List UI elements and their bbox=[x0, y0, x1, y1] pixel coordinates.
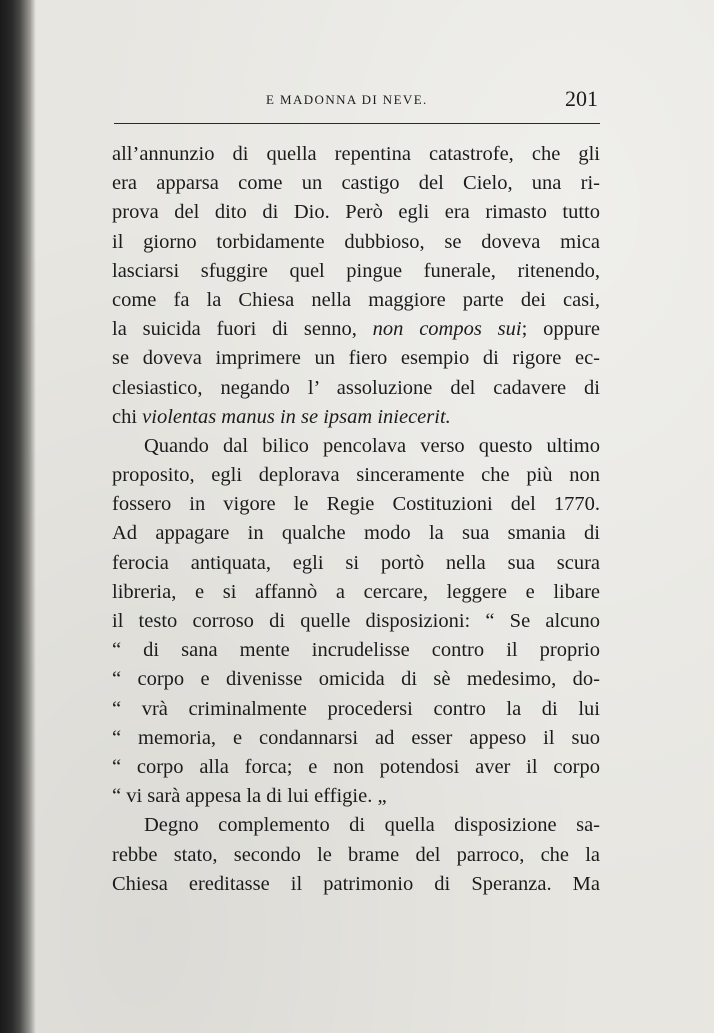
text-line: se doveva imprimere un fiero esempio di rigore ec- bbox=[112, 347, 600, 370]
text-line: clesiastico, negando l’ assoluzione del cadavere di bbox=[112, 376, 600, 399]
body-text bbox=[112, 140, 600, 899]
text-line: lasciarsi sfuggire quel pingue funerale, ritenendo, bbox=[112, 259, 600, 282]
binding-shadow bbox=[0, 0, 36, 1033]
text-line: Chiesa ereditasse il patrimonio di Speranza. Ma bbox=[112, 872, 600, 895]
text-line: il testo corroso di quelle disposizioni: “ Se alcuno bbox=[112, 610, 600, 632]
text-line: ferocia antiquata, egli si portò nella sua scura bbox=[112, 551, 600, 574]
text-line: rebbe stato, secondo le brame del parroco, che la bbox=[112, 843, 600, 866]
text-line: Degno complemento di quella disposizione sa- bbox=[144, 814, 600, 837]
text-line: era apparsa come un castigo del Cielo, una ri- bbox=[112, 172, 600, 195]
text-line: chi violentas manus in se ipsam iniecerit. bbox=[112, 405, 451, 428]
text-line: la suicida fuori di senno, non compos sui; oppure bbox=[112, 318, 600, 341]
running-header bbox=[114, 88, 600, 114]
text-line: “ vi sarà appesa la di lui effigie. „ bbox=[112, 785, 387, 808]
text-line: all’annunzio di quella repentina catastrofe, che gli bbox=[112, 143, 600, 165]
text-line: Ad appagare in qualche modo la sua smania di bbox=[112, 522, 600, 545]
text-line: Quando dal bilico pencolava verso questo ultimo bbox=[144, 434, 600, 457]
text-line: come fa la Chiesa nella maggiore parte dei casi, bbox=[112, 288, 600, 311]
text-line: “ corpo alla forca; e non potendosi aver il corpo bbox=[112, 755, 600, 778]
text-line: “ memoria, e condannarsi ad esser appeso il suo bbox=[112, 726, 600, 749]
running-title: E MADONNA DI NEVE. bbox=[266, 92, 428, 107]
latin-phrase: non compos sui bbox=[372, 318, 522, 341]
text-line: fossero in vigore le Regie Costituzioni del 1770. bbox=[112, 493, 600, 516]
text-line: il giorno torbidamente dubbioso, se doveva mica bbox=[112, 230, 600, 253]
text-line: “ vrà criminalmente procedersi contro la di lui bbox=[112, 697, 600, 720]
header-rule bbox=[114, 123, 600, 124]
text-line: “ corpo e divenisse omicida di sè medesimo, do- bbox=[112, 668, 600, 691]
latin-phrase: violentas manus in se ipsam iniecerit. bbox=[142, 405, 451, 428]
text-line: prova del dito di Dio. Però egli era rimasto tutto bbox=[112, 201, 600, 224]
text-line: proposito, egli deplorava sinceramente che più non bbox=[112, 464, 600, 487]
text-line: “ di sana mente incrudelisse contro il proprio bbox=[112, 639, 600, 662]
page-number: 201 bbox=[565, 86, 598, 111]
text-line: libreria, e si affannò a cercare, leggere e libare bbox=[112, 580, 600, 603]
